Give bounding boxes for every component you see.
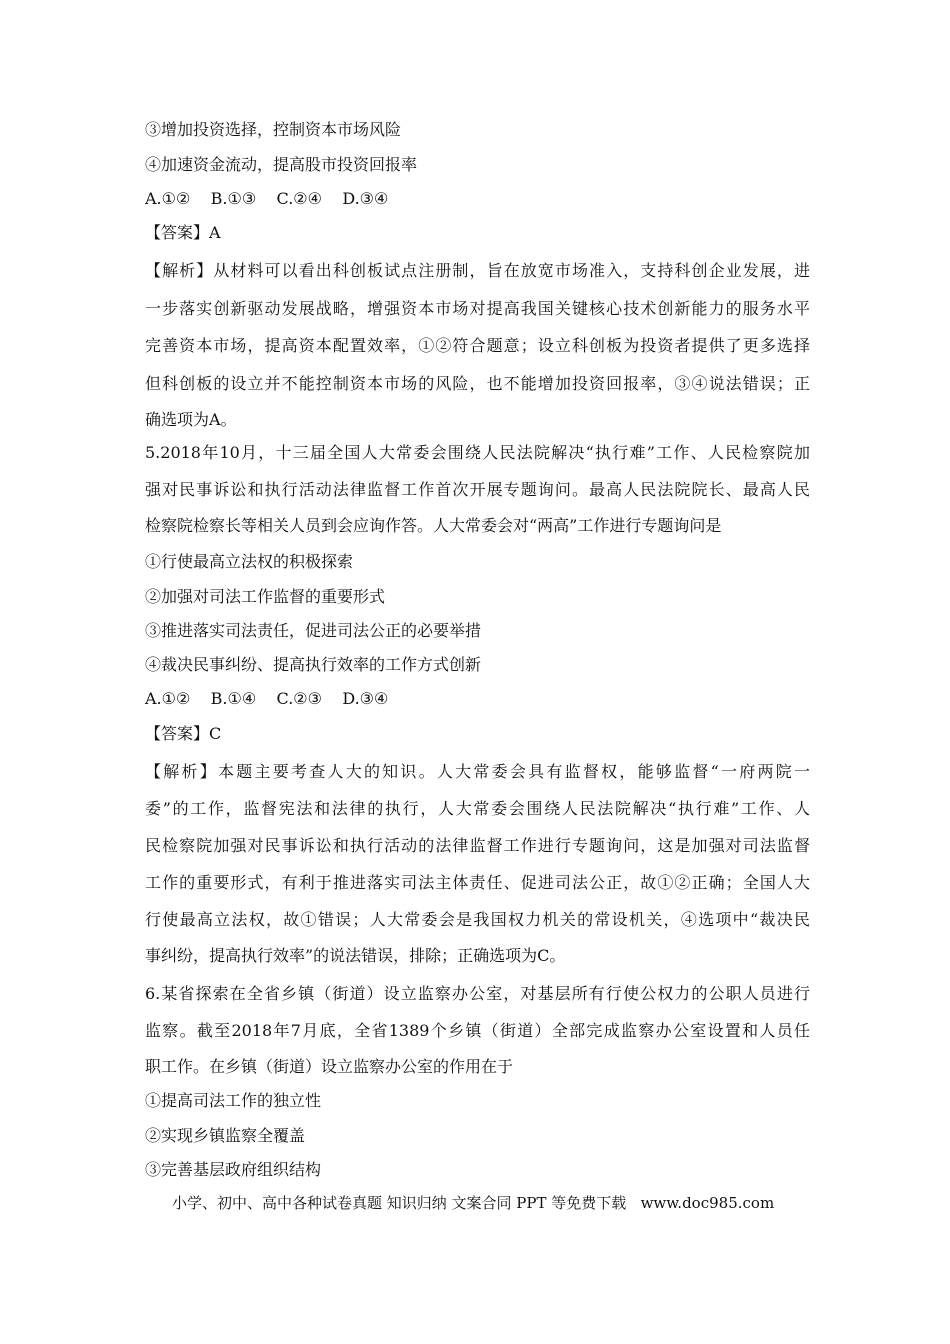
q4-analysis-line: 确选项为A。 [145,410,237,429]
q5-analysis-line: 事纠纷，提高执行效率”的说法错误，排除；正确选项为C。 [145,946,566,965]
q5-analysis-line: 民检察院加强对民事诉讼和执行活动的法律监督工作进行专题询问，这是加强对司法监督 [145,836,810,855]
q5-stem-line: 检察院检察长等相关人员到会应询作答。人大常委会对“两高”工作进行专题询问是 [145,516,722,535]
q5-analysis-line: 工作的重要形式，有利于推进落实司法主体责任、促进司法公正，故①②正确；全国人大 [145,873,810,892]
q6-stem-line: 职工作。在乡镇（街道）设立监察办公室的作用在于 [145,1057,514,1076]
q5-analysis-line: 行使最高立法权，故①错误；人大常委会是我国权力机关的常设机关，④选项中“裁决民 [145,910,810,929]
q5-analysis-line: 【解析】本题主要考查人大的知识。人大常委会具有监督权，能够监督“一府两院一 [145,762,810,781]
q5-option-4: ④裁决民事纠纷、提高执行效率的工作方式创新 [145,655,482,674]
q6-stem-line: 6.某省探索在全省乡镇（街道）设立监察办公室，对基层所有行使公权力的公职人员进行 [145,984,810,1003]
q4-analysis-line: 一步落实创新驱动发展战略，增强资本市场对提高我国关键核心技术创新能力的服务水平 [145,299,810,318]
q5-stem-line: 强对民事诉讼和执行活动法律监督工作首次开展专题询问。最高人民法院院长、最高人民 [145,480,810,499]
q4-choices: A.①② B.①③ C.②④ D.③④ [145,189,389,208]
q6-option-1: ①提高司法工作的独立性 [145,1091,322,1110]
q4-analysis-line: 【解析】从材料可以看出科创板试点注册制，旨在放宽市场准入，支持科创企业发展，进 [145,261,810,280]
q6-stem-line: 监察。截至2018年7月底，全省1389个乡镇（街道）全部完成监察办公室设置和人员任 [145,1021,810,1040]
page-footer: 小学、初中、高中各种试卷真题 知识归纳 文案合同 PPT 等免费下载 www.doc985.com [172,1194,775,1212]
q5-option-3: ③推进落实司法责任，促进司法公正的必要举措 [145,621,482,640]
q5-option-2: ②加强对司法工作监督的重要形式 [145,587,386,606]
q5-answer: 【答案】C [145,724,222,743]
q4-answer: 【答案】A [145,223,221,242]
q5-stem-line: 5.2018年10月，十三届全国人大常委会围绕人民法院解决“执行难”工作、人民检察院加 [145,443,810,462]
q5-option-1: ①行使最高立法权的积极探索 [145,552,354,571]
q4-analysis-line: 完善资本市场，提高资本配置效率，①②符合题意；设立科创板为投资者提供了更多选择 [145,336,810,355]
q6-option-2: ②实现乡镇监察全覆盖 [145,1126,306,1145]
q4-option-3: ③增加投资选择，控制资本市场风险 [145,120,402,139]
q6-option-3: ③完善基层政府组织结构 [145,1160,322,1179]
q4-analysis-line: 但科创板的设立并不能控制资本市场的风险，也不能增加投资回报率，③④说法错误；正 [145,374,810,393]
q4-option-4: ④加速资金流动，提高股市投资回报率 [145,155,418,174]
q5-choices: A.①② B.①④ C.②③ D.③④ [145,689,389,708]
q5-analysis-line: 委”的工作，监督宪法和法律的执行，人大常委会围绕人民法院解决“执行难”工作、人 [145,799,810,818]
